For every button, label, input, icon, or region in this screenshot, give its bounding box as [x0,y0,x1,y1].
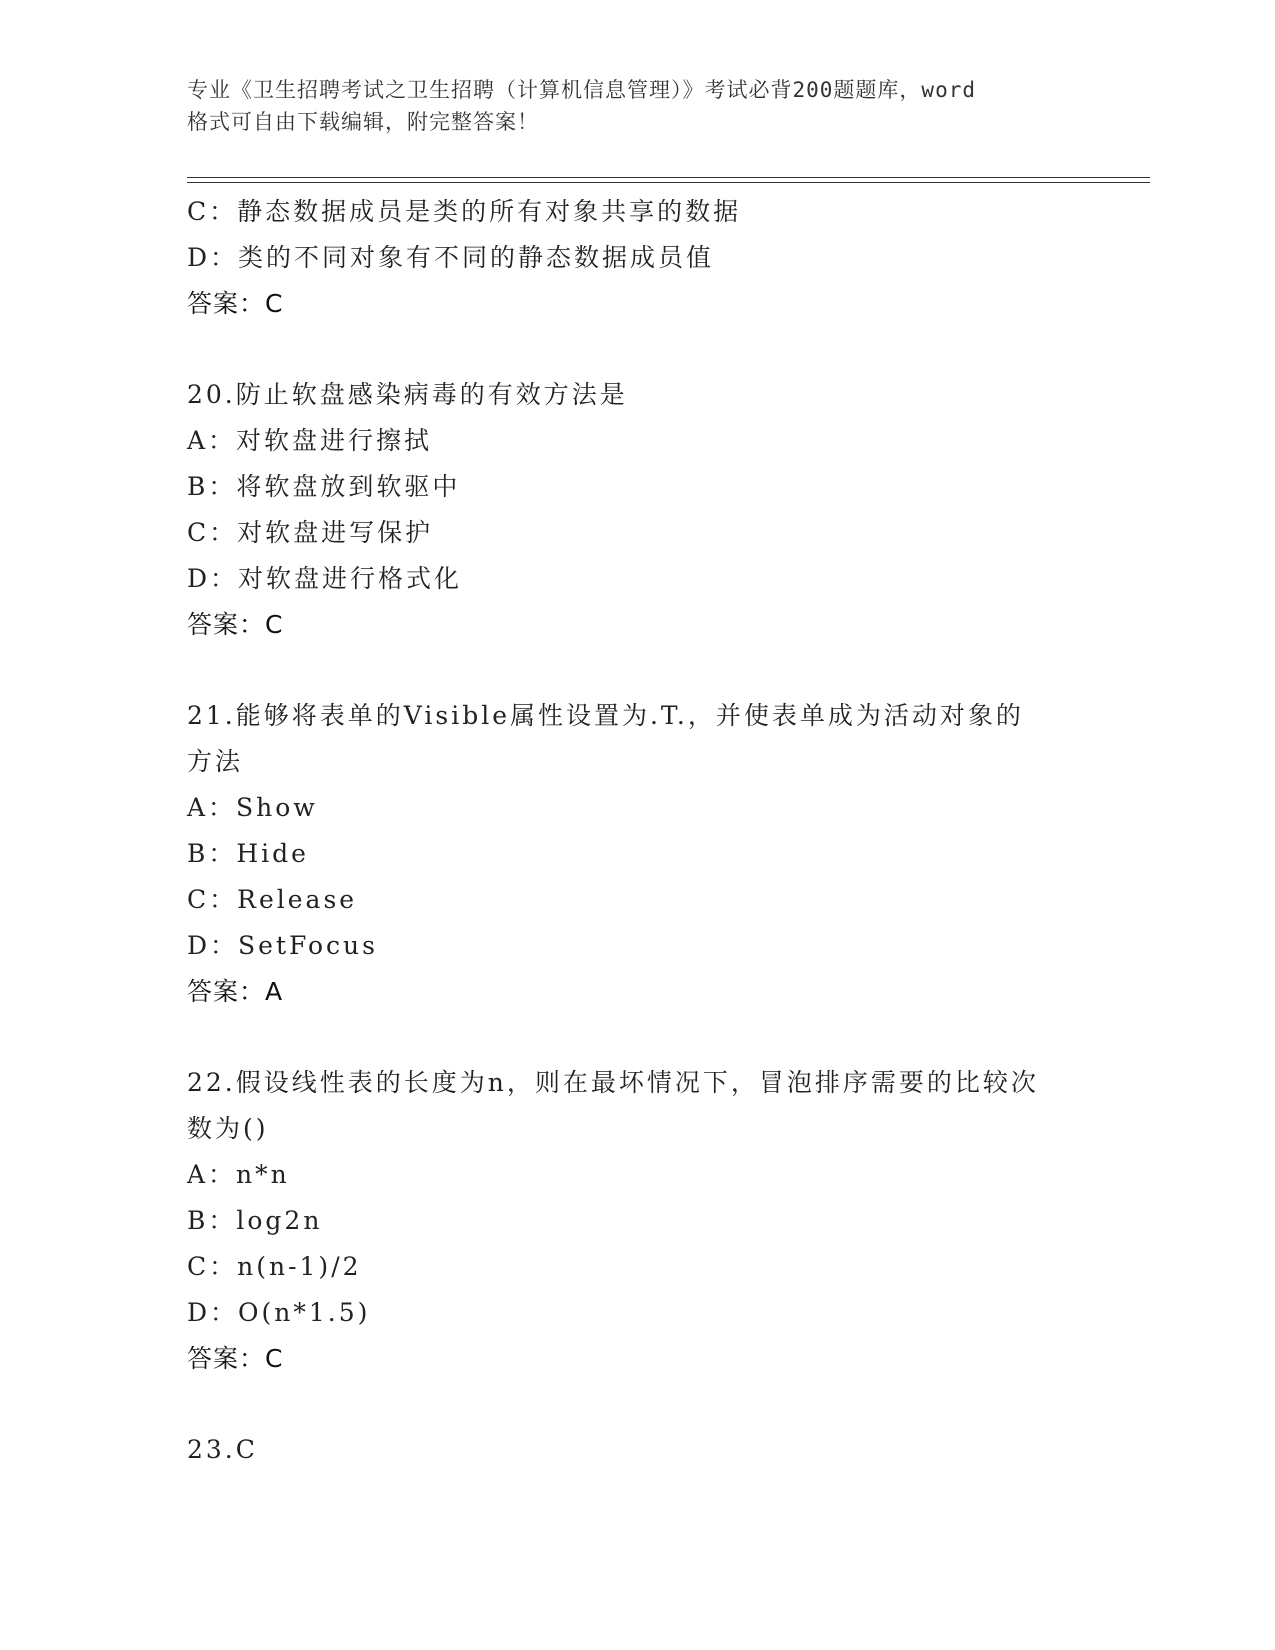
question-text-line-1: 21.能够将表单的Visible属性设置为.T.，并使表单成为活动对象的 [187,701,1024,730]
answer: 答案：C [187,1344,284,1373]
answer: 答案：A [187,977,284,1006]
question-text-line-2: 数为() [187,1114,269,1143]
header-divider-top [187,177,1150,178]
header-line-1: 专业《卫生招聘考试之卫生招聘（计算机信息管理）》考试必背200题题库，word [187,78,976,102]
question-23-start: 23.C [187,1435,258,1464]
answer: 答案：C [187,289,284,318]
option-c: C：静态数据成员是类的所有对象共享的数据 [187,197,742,226]
document-header [187,74,1087,138]
question-22 [187,1060,1087,1382]
question-text: 20.防止软盘感染病毒的有效方法是 [187,380,628,409]
question-text-line-1: 22.假设线性表的长度为n，则在最坏情况下，冒泡排序需要的比较次 [187,1068,1039,1097]
option-d: D：SetFocus [187,931,378,960]
header-line-2: 格式可自由下载编辑，附完整答案！ [187,110,539,134]
option-d: D：O(n*1.5) [187,1298,371,1327]
question-19-continued [187,189,1087,327]
option-b: B：Hide [187,839,309,868]
option-a: A：Show [187,793,318,822]
option-b: B：将软盘放到软驱中 [187,472,461,501]
header-divider-bottom [187,182,1150,183]
option-c: C：n(n-1)/2 [187,1252,362,1281]
option-a: A：n*n [187,1160,290,1189]
question-21 [187,693,1087,1015]
option-d: D：对软盘进行格式化 [187,564,463,593]
answer: 答案：C [187,610,284,639]
option-b: B：log2n [187,1206,323,1235]
question-text-line-2: 方法 [187,747,244,776]
option-c: C：对软盘进写保护 [187,518,434,547]
option-d: D：类的不同对象有不同的静态数据成员值 [187,243,715,272]
option-a: A：对软盘进行擦拭 [187,426,433,455]
question-20 [187,372,1087,648]
option-c: C：Release [187,885,358,914]
document-body [187,189,1087,1473]
